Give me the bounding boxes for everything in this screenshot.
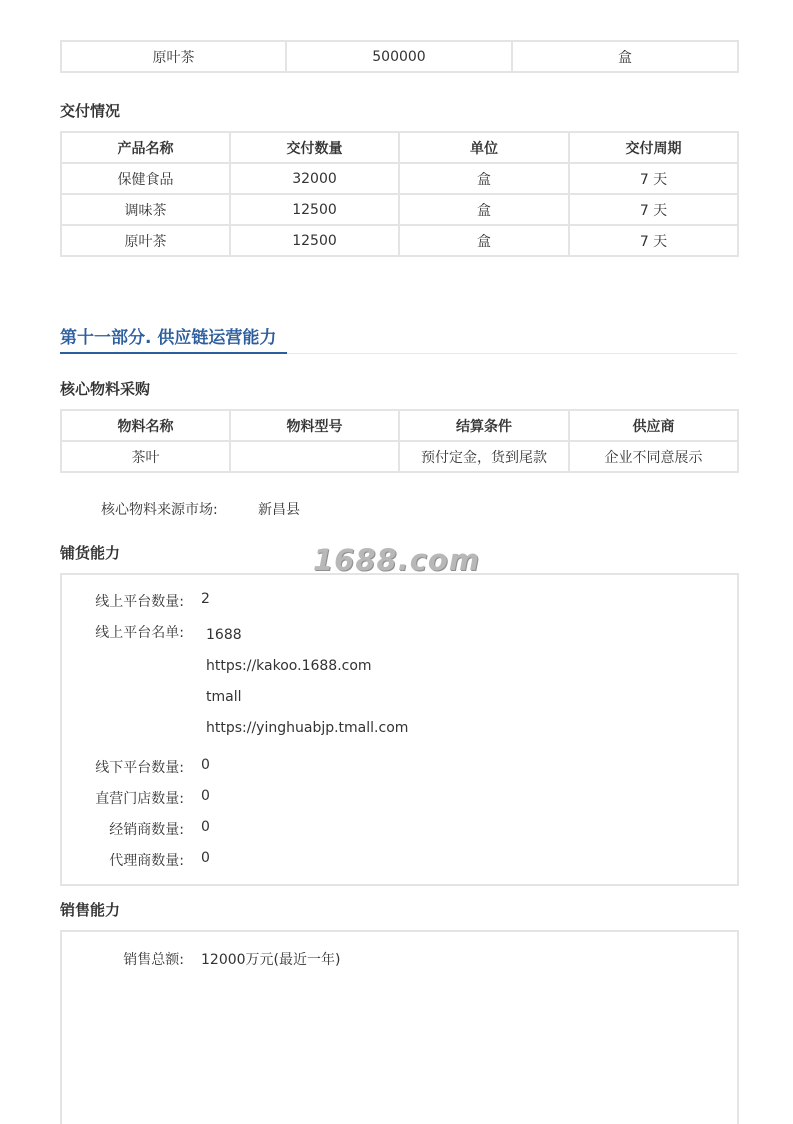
table-cell: 盒 (512, 41, 738, 72)
sales-total-value: 12000万元(最近一年) (201, 952, 341, 968)
table-cell: 预付定金，货到尾款 (399, 441, 569, 472)
distribution-heading: 铺货能力 (60, 544, 121, 562)
table-header-row (61, 410, 738, 441)
table-cell: 盒 (399, 225, 569, 256)
online-platform-name: tmall (206, 689, 242, 705)
table-row (61, 441, 738, 472)
direct-stores-label: 直营门店数量: (95, 791, 184, 807)
dealers-label: 经销商数量: (109, 822, 184, 838)
section-title-underline (60, 352, 287, 354)
table-cell: 盒 (399, 194, 569, 225)
table-cell: 原叶茶 (61, 225, 230, 256)
online-platform-name: https://kakoo.1688.com (206, 658, 372, 674)
table-header-row (61, 132, 738, 163)
column-header: 产品名称 (61, 132, 230, 163)
table-cell: 茶叶 (61, 441, 230, 472)
table-cell: 7 天 (569, 225, 738, 256)
table-row (61, 41, 738, 72)
sales-heading: 销售能力 (60, 901, 121, 919)
offline-count-label: 线下平台数量: (95, 760, 184, 776)
agents-value: 0 (201, 850, 210, 866)
materials-table (60, 409, 739, 473)
delivery-heading: 交付情况 (60, 102, 121, 120)
material-source-label: 核心物料来源市场: (101, 502, 218, 518)
table-row (61, 194, 738, 225)
table-cell: 7 天 (569, 194, 738, 225)
online-names-label: 线上平台名单: (95, 625, 184, 641)
table-cell: 32000 (230, 163, 399, 194)
column-header: 物料型号 (230, 410, 399, 441)
column-header: 结算条件 (399, 410, 569, 441)
material-source-value: 新昌县 (258, 502, 300, 518)
online-count-value: 2 (201, 591, 210, 607)
table-cell: 12500 (230, 225, 399, 256)
column-header: 单位 (399, 132, 569, 163)
table-cell: 12500 (230, 194, 399, 225)
sales-total-label: 销售总额: (123, 952, 184, 968)
online-count-label: 线上平台数量: (95, 594, 184, 610)
delivery-table (60, 131, 739, 257)
table-cell: 调味茶 (61, 194, 230, 225)
materials-heading: 核心物料采购 (60, 380, 151, 398)
section-title: 第十一部分. 供应链运营能力 (60, 328, 277, 348)
dealers-value: 0 (201, 819, 210, 835)
offline-count-value: 0 (201, 757, 210, 773)
product-capacity-table-tail (60, 40, 739, 73)
table-cell: 保健食品 (61, 163, 230, 194)
table-cell: 原叶茶 (61, 41, 286, 72)
table-cell: 企业不同意展示 (569, 441, 738, 472)
table-cell: 盒 (399, 163, 569, 194)
online-platform-name: https://yinghuabjp.tmall.com (206, 720, 409, 736)
column-header: 交付周期 (569, 132, 738, 163)
table-row (61, 163, 738, 194)
column-header: 交付数量 (230, 132, 399, 163)
watermark-logo: 1688.com (313, 543, 481, 577)
direct-stores-value: 0 (201, 788, 210, 804)
agents-label: 代理商数量: (109, 853, 184, 869)
column-header: 供应商 (569, 410, 738, 441)
table-cell: 500000 (286, 41, 512, 72)
column-header: 物料名称 (61, 410, 230, 441)
table-row (61, 225, 738, 256)
online-platform-name: 1688 (206, 627, 242, 643)
table-cell: 7 天 (569, 163, 738, 194)
table-cell (230, 441, 399, 472)
